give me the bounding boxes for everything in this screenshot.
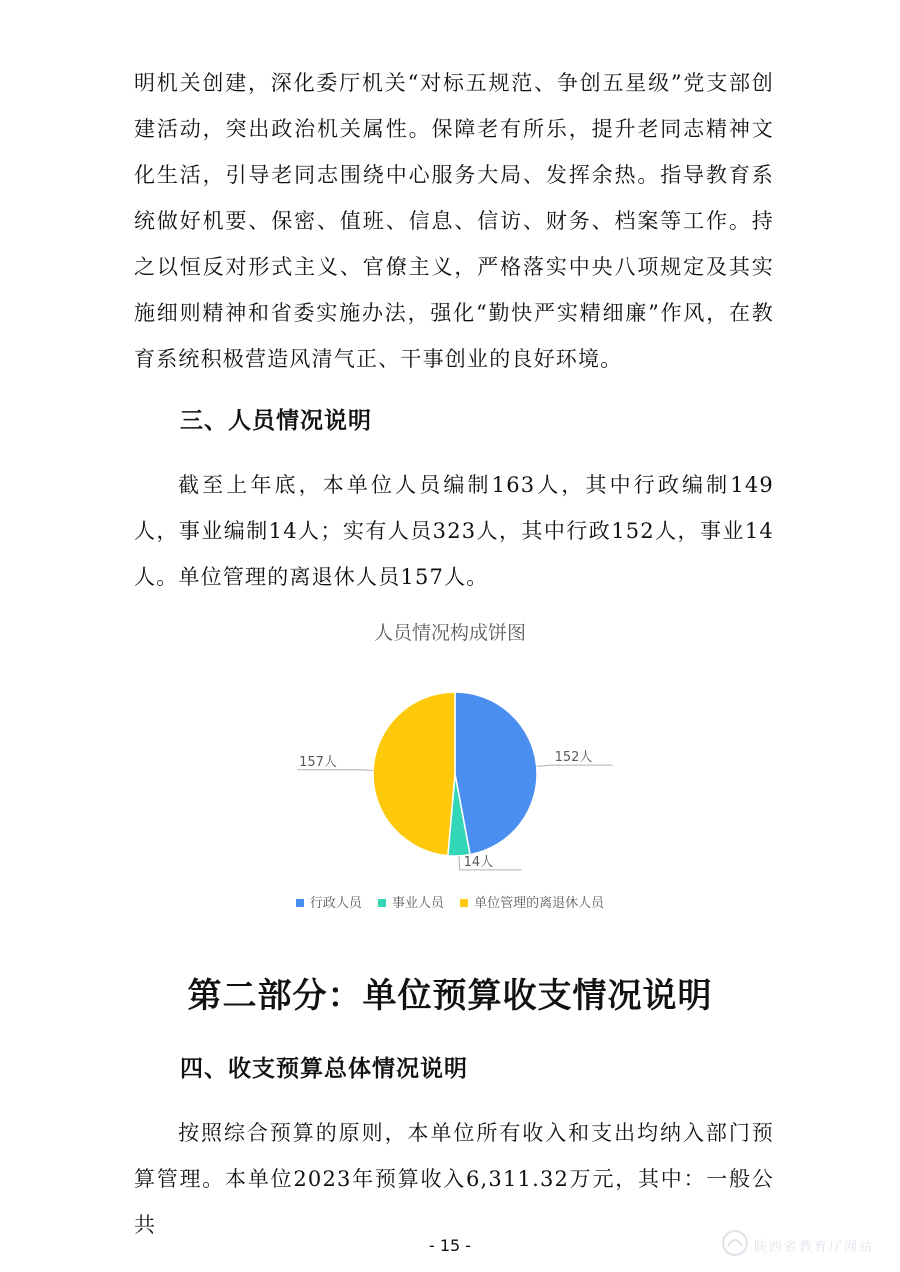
- legend-item-admin: [296, 892, 362, 911]
- pie-slice-retired: [373, 692, 455, 856]
- legend-label-institution: 事业人员: [391, 896, 444, 911]
- chart-title: 人员情况构成饼图: [373, 622, 526, 644]
- leader-line-admin: [537, 765, 613, 766]
- legend-item-retired: [460, 892, 604, 911]
- data-label-retired: 157人: [299, 754, 337, 770]
- section-heading-budget-overview: 四、收支预算总体情况说明: [180, 1056, 468, 1082]
- legend-swatch-retired: [460, 899, 468, 907]
- data-label-admin: 152人: [554, 750, 593, 766]
- legend-swatch-institution: [378, 899, 386, 907]
- legend-label-retired: 单位管理的离退休人员: [474, 896, 605, 911]
- chart-legend: [0, 892, 900, 911]
- paragraph-personnel: 截至上年底，本单位人员编制163人，其中行政编制149人，事业编制14人；实有人员323人，其中行政152人，事业14人。单位管理的离退休人员157人。: [134, 473, 774, 589]
- section-heading-personnel: 三、人员情况说明: [180, 408, 372, 434]
- page-number: - 15 -: [428, 1236, 472, 1255]
- paragraph-budget: 按照综合预算的原则，本单位所有收入和支出均纳入部门预算管理。本单位2023年预算收入6,311.32万元，其中：一般公共: [134, 1121, 774, 1237]
- pie-chart: [0, 640, 900, 890]
- part-heading-budget: 第二部分：单位预算收支情况说明: [187, 976, 713, 1016]
- watermark-text: 陕西省教育厅网站: [754, 1240, 875, 1255]
- pie-slice-admin: [455, 692, 537, 855]
- leader-line-retired: [297, 770, 373, 771]
- data-label-institution: 14人: [463, 854, 494, 870]
- site-watermark: [720, 1226, 890, 1262]
- legend-item-institution: [378, 892, 444, 911]
- legend-label-admin: 行政人员: [309, 896, 362, 911]
- paragraph-party-work: 明机关创建，深化委厅机关“对标五规范、争创五星级”党支部创建活动，突出政治机关属性。保障老有所乐，提升老同志精神文化生活，引导老同志围绕中心服务大局、发挥余热。指导教育系统做好机要、保密、值班、信息、信访、财务、档案等工作。持之以恒反对形式主义、官僚主义，严格落实中央八项规定及其实施细则精神和省委实施办法，强化“勤快严实精细廉”作风，在教育系统积极营造风清气正、干事创业的良好环境。: [134, 71, 774, 371]
- legend-swatch-admin: [296, 899, 304, 907]
- watermark-logo-icon: [720, 1228, 750, 1258]
